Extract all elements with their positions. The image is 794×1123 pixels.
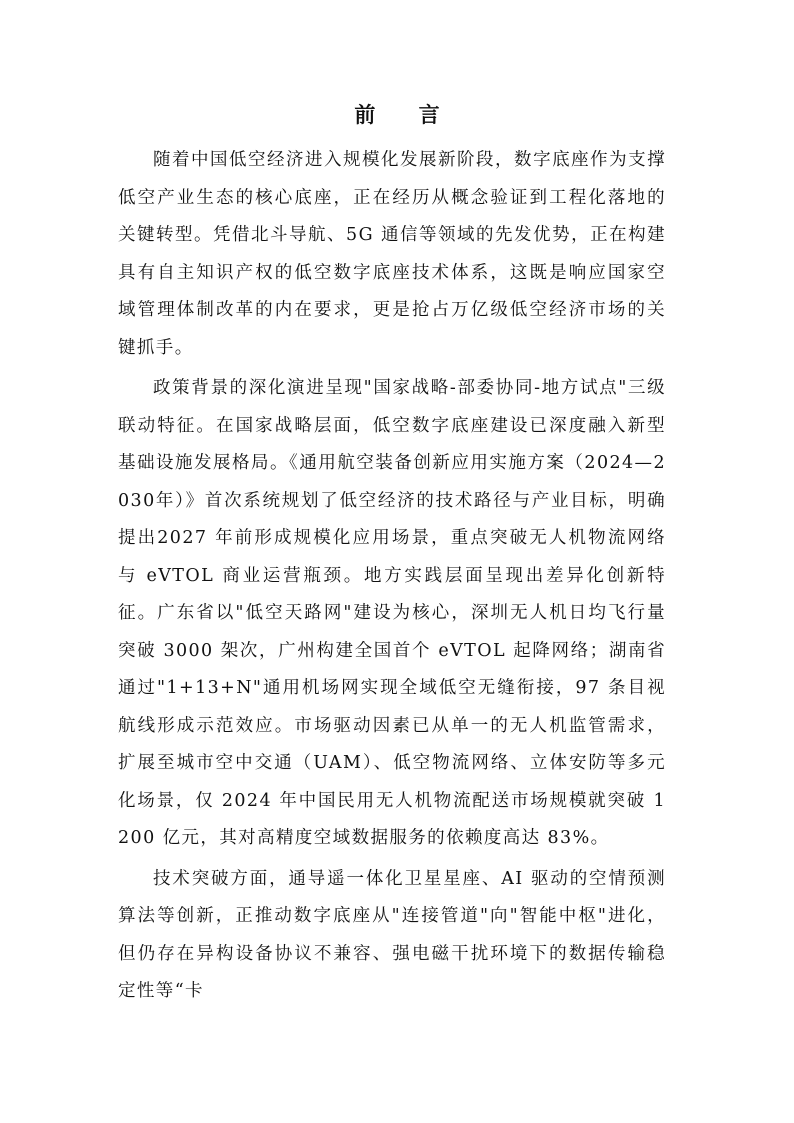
paragraph-1: 随着中国低空经济进入规模化发展新阶段，数字底座作为支撑低空产业生态的核心底座，正在经历从概念验证到工程化落地的关键转型。凭借北斗导航、5G 通信等领域的先发优势，正在构建具有自主知识产权的低空数字底座技术体系，这既是响应国家空域管理体制改革的内在要求，更是抢占万亿级低空经济市场的关键抓手。 [118, 150, 666, 358]
document-body [118, 142, 666, 1011]
paragraph-3: 技术突破方面，通导遥一体化卫星星座、AI 驱动的空情预测算法等创新，正推动数字底座从"连接管道"向"智能中枢"进化，但仍存在异构设备协议不兼容、强电磁干扰环境下的数据传输稳定性等“卡 [118, 868, 666, 1001]
paragraph-2: 政策背景的深化演进呈现"国家战略-部委协同-地方试点"三级联动特征。在国家战略层面，低空数字底座建设已深度融入新型基础设施发展格局。《通用航空装备创新应用实施方案（2024—2030年）》首次系统规划了低空经济的技术路径与产业目标，明确提出2027 年前形成规模化应用场景，重点突破无人机物流网络与 eVTOL 商业运营瓶颈。地方实践层面呈现出差异化创新特征。广东省以"低空天路网"建设为核心，深圳无人机日均飞行量突破 3000 架次，广州构建全国首个 eVTOL 起降网络；湖南省通过"1+13+N"通用机场网实现全域低空无缝衔接，97 条目视航线形成示范效应。市场驱动因素已从单一的无人机监管需求，扩展至城市空中交通（UAM）、低空物流网络、立体安防等多元化场景，仅 2024 年中国民用无人机物流配送市场规模就突破 1200 亿元，其对高精度空域数据服务的依赖度高达 83%。 [118, 378, 666, 848]
page-title: 前 言 [354, 102, 458, 127]
